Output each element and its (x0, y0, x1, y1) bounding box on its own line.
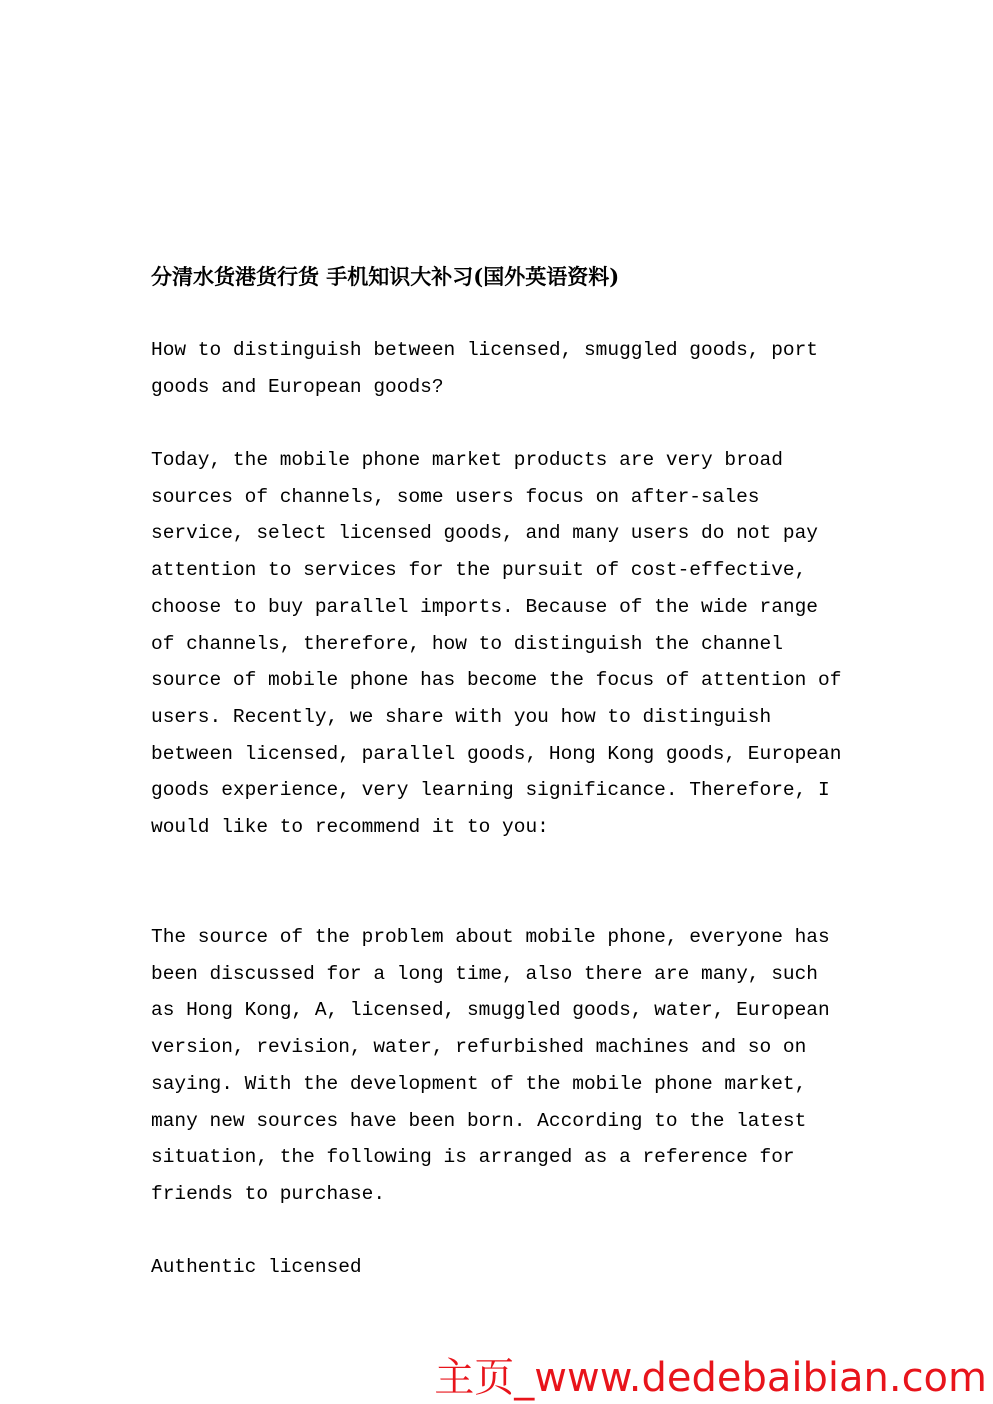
paragraph-sources: The source of the problem about mobile phone, everyone has been discussed for a long time, also there are many, such as Hong Kong, A, licensed, smuggled goods, water, European version, revision, water, refurbished machines and so on saying. With the development of the mobile phone market, many new sources have been born. According to the latest situation, the following is arranged as a reference for friends to purchase. (151, 926, 830, 1205)
section-heading-authentic-licensed: Authentic licensed (151, 1256, 362, 1278)
paragraph-intro: Today, the mobile phone market products are very broad sources of channels, some users focus on after-sales service, select licensed goods, and many users do not pay attention to services for the pursuit of cost-effective, choose to buy parallel imports. Because of the wide range of channels, therefore, how to distinguish the channel source of mobile phone has become the focus of attention of users. Recently, we share with you how to distinguish between licensed, parallel goods, Hong Kong goods, European goods experience, very learning significance. Therefore, I would like to recommend it to you: (151, 449, 842, 839)
paragraph-question: How to distinguish between licensed, smuggled goods, port goods and European goods? (151, 339, 819, 398)
footer-watermark-link[interactable]: 主页_www.dedebaibian.com (434, 1355, 987, 1401)
document-title: 分清水货港货行货 手机知识大补习(国外英语资料) (151, 264, 620, 289)
